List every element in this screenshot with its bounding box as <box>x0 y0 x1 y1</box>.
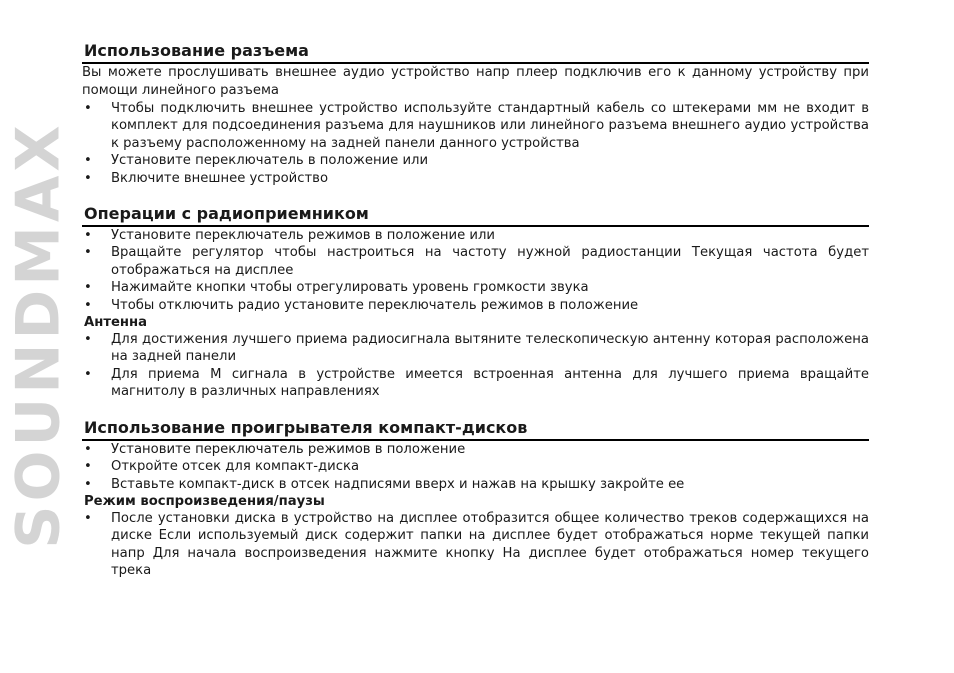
section-radio <box>82 203 869 401</box>
list-item: • Установите переключатель в положение или <box>82 152 869 169</box>
subsection-heading: Режим воспроизведения/паузы <box>84 493 325 509</box>
list-item: • Нажимайте кнопки чтобы отрегулировать уровень громкости звука <box>82 279 869 296</box>
list-item: • Включите внешнее устройство <box>82 170 869 187</box>
bullet-list <box>82 100 869 187</box>
list-item: • Вращайте регулятор чтобы настроиться на частоту нужной радиостанции Текущая частота будет отображаться на дисплее <box>82 244 869 279</box>
subsection-heading: Антенна <box>84 315 148 331</box>
section-heading: Использование разъема <box>82 40 869 64</box>
list-item: • Для приема М сигнала в устройстве имеется встроенная антенна для лучшего приема вращайте магнитолу в различных направлениях <box>82 366 869 401</box>
bullet-list <box>82 510 869 580</box>
list-item: • После установки диска в устройство на дисплее отобразится общее количество треков содержащихся на диске Если используемый диск содержит папки на дисплее будет отображаться норме текущей папки напр Для начала воспроизведения нажмите кнопку На дисплее будет отображаться номер текущего трека <box>82 510 869 580</box>
section-cd-player <box>82 417 869 580</box>
brand-logo: SOUNDMAX <box>4 121 74 549</box>
list-item: • Откройте отсек для компакт-диска <box>82 458 869 475</box>
list-item: • Чтобы отключить радио установите переключатель режимов в положение <box>82 297 869 314</box>
list-item: • Установите переключатель режимов в положение <box>82 441 869 458</box>
list-item: • Чтобы подключить внешнее устройство используйте стандартный кабель со штекерами мм не входит в комплект для подсоединения разъема для наушников или линейного разъема внешнего аудио устройства к разъему расположенному на задней панели данного устройства <box>82 100 869 152</box>
list-item: • Установите переключатель режимов в положение или <box>82 227 869 244</box>
bullet-list <box>82 227 869 314</box>
section-heading: Использование проигрывателя компакт-дисков <box>82 417 869 441</box>
section-paragraph: Вы можете прослушивать внешнее аудио устройство напр плеер подключив его к данному устройству при помощи линейного разъема <box>82 65 869 98</box>
section-line-input <box>82 40 869 187</box>
bullet-list <box>82 441 869 493</box>
section-heading: Операции с радиоприемником <box>82 203 869 227</box>
bullet-list <box>82 331 869 401</box>
list-item: • Вставьте компакт-диск в отсек надписями вверх и нажав на крышку закройте ее <box>82 476 869 493</box>
list-item: • Для достижения лучшего приема радиосигнала вытяните телескопическую антенну которая расположена на задней панели <box>82 331 869 366</box>
manual-page <box>82 40 869 596</box>
